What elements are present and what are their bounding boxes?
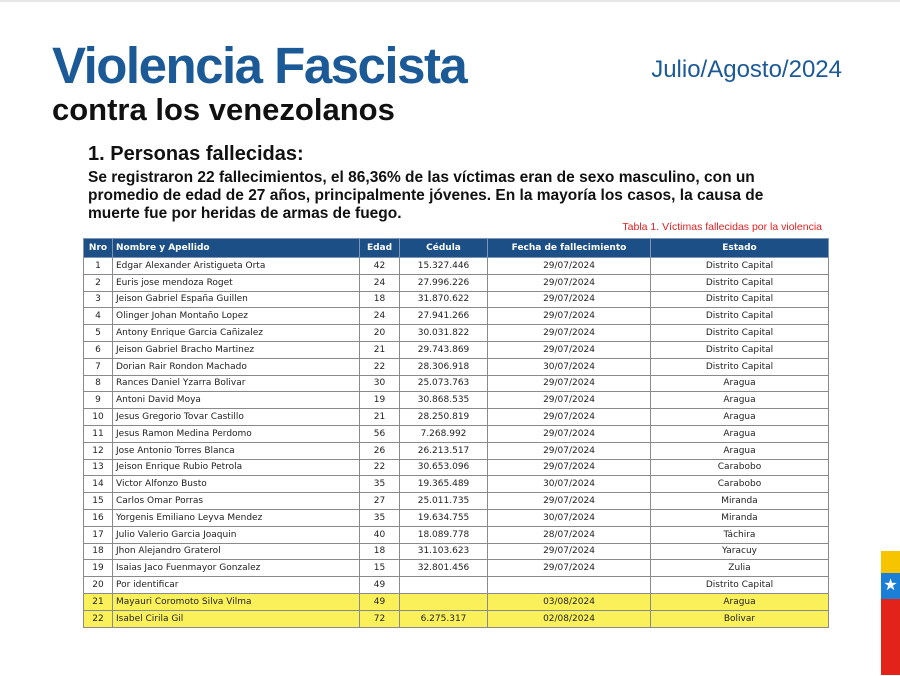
- cell-cedula: 15.327.446: [400, 258, 488, 275]
- cell-edad: 21: [360, 341, 400, 358]
- cell-edad: 30: [360, 375, 400, 392]
- cell-estado: Distrito Capital: [651, 274, 829, 291]
- section-paragraph: Se registraron 22 fallecimientos, el 86,36% de las víctimas eran de sexo masculino, con un promedio de edad de 27 años, principalmente jóvenes. En la mayoría los casos, la causa de muerte fue por heridas de armas de fuego.: [88, 169, 764, 222]
- cell-nro: 20: [84, 577, 113, 594]
- cell-nombre: Rances Daniel Yzarra Bolivar: [113, 375, 360, 392]
- cell-nombre: Antony Enrique Garcia Cañizalez: [113, 325, 360, 342]
- cell-nro: 19: [84, 560, 113, 577]
- cell-cedula: 25.073.763: [400, 375, 488, 392]
- cell-edad: 18: [360, 543, 400, 560]
- cell-fecha: 29/07/2024: [488, 291, 651, 308]
- cell-estado: Distrito Capital: [651, 258, 829, 275]
- cell-cedula: 28.250.819: [400, 409, 488, 426]
- cell-nombre: Euris jose mendoza Roget: [113, 274, 360, 291]
- cell-nro: 11: [84, 425, 113, 442]
- table-row: [84, 577, 829, 594]
- cell-estado: Aragua: [651, 392, 829, 409]
- cell-edad: 18: [360, 291, 400, 308]
- table-row: [84, 409, 829, 426]
- cell-nombre: Yorgenis Emiliano Leyva Mendez: [113, 509, 360, 526]
- cell-nombre: Jeison Gabriel Bracho Martinez: [113, 341, 360, 358]
- cell-cedula: 30.031.822: [400, 325, 488, 342]
- cell-edad: 22: [360, 459, 400, 476]
- cell-nro: 1: [84, 258, 113, 275]
- cell-nombre: Isaias Jaco Fuenmayor Gonzalez: [113, 560, 360, 577]
- cell-nro: 21: [84, 593, 113, 610]
- table-row: [84, 375, 829, 392]
- cell-cedula: 7.268.992: [400, 425, 488, 442]
- cell-estado: Distrito Capital: [651, 308, 829, 325]
- flag-red-stripe: [881, 599, 900, 675]
- cell-fecha: 29/07/2024: [488, 442, 651, 459]
- table-row: [84, 442, 829, 459]
- flag-yellow-stripe: [881, 551, 900, 573]
- cell-cedula: 27.941.266: [400, 308, 488, 325]
- section-title: 1. Personas fallecidas:: [88, 143, 304, 165]
- cell-nro: 17: [84, 526, 113, 543]
- cell-estado: Carabobo: [651, 459, 829, 476]
- cell-fecha: 29/07/2024: [488, 341, 651, 358]
- cell-cedula: 30.653.096: [400, 459, 488, 476]
- cell-nro: 15: [84, 493, 113, 510]
- header-fecha: Fecha de fallecimiento: [488, 239, 651, 258]
- cell-fecha: 30/07/2024: [488, 509, 651, 526]
- cell-edad: 20: [360, 325, 400, 342]
- cell-edad: 42: [360, 258, 400, 275]
- table-row: [84, 543, 829, 560]
- table-body: [84, 258, 829, 628]
- cell-nro: 18: [84, 543, 113, 560]
- cell-estado: Aragua: [651, 409, 829, 426]
- table-row: [84, 325, 829, 342]
- cell-nro: 22: [84, 610, 113, 627]
- cell-nro: 13: [84, 459, 113, 476]
- cell-nro: 10: [84, 409, 113, 426]
- cell-nro: 2: [84, 274, 113, 291]
- cell-fecha: 29/07/2024: [488, 560, 651, 577]
- table-row: [84, 425, 829, 442]
- cell-nro: 6: [84, 341, 113, 358]
- cell-estado: Táchira: [651, 526, 829, 543]
- cell-nro: 3: [84, 291, 113, 308]
- cell-estado: Distrito Capital: [651, 577, 829, 594]
- cell-nombre: Jesus Gregorio Tovar Castillo: [113, 409, 360, 426]
- cell-fecha: 29/07/2024: [488, 543, 651, 560]
- table-row: [84, 560, 829, 577]
- cell-cedula: 25.011.735: [400, 493, 488, 510]
- cell-estado: Miranda: [651, 509, 829, 526]
- cell-fecha: 29/07/2024: [488, 425, 651, 442]
- page-subtitle: contra los venezolanos: [52, 92, 395, 127]
- table-row: [84, 593, 829, 610]
- cell-estado: Distrito Capital: [651, 358, 829, 375]
- cell-fecha: 29/07/2024: [488, 409, 651, 426]
- flag-blue-stripe: [881, 573, 900, 599]
- cell-estado: Aragua: [651, 593, 829, 610]
- cell-edad: 49: [360, 593, 400, 610]
- cell-fecha: 29/07/2024: [488, 308, 651, 325]
- cell-edad: 72: [360, 610, 400, 627]
- cell-edad: 24: [360, 308, 400, 325]
- cell-edad: 56: [360, 425, 400, 442]
- cell-fecha: 29/07/2024: [488, 274, 651, 291]
- cell-nombre: Jesus Ramon Medina Perdomo: [113, 425, 360, 442]
- cell-fecha: 30/07/2024: [488, 476, 651, 493]
- cell-edad: 27: [360, 493, 400, 510]
- table-row: [84, 392, 829, 409]
- table-row: [84, 274, 829, 291]
- cell-nombre: Jeison Enrique Rubio Petrola: [113, 459, 360, 476]
- cell-fecha: 29/07/2024: [488, 459, 651, 476]
- table-header-row: [84, 239, 829, 258]
- cell-nombre: Jeison Gabriel España Guillen: [113, 291, 360, 308]
- cell-fecha: 28/07/2024: [488, 526, 651, 543]
- cell-edad: 19: [360, 392, 400, 409]
- table-row: [84, 493, 829, 510]
- cell-estado: Miranda: [651, 493, 829, 510]
- cell-cedula: 31.103.623: [400, 543, 488, 560]
- cell-fecha: 30/07/2024: [488, 358, 651, 375]
- table-row: [84, 258, 829, 275]
- cell-fecha: 29/07/2024: [488, 258, 651, 275]
- cell-nombre: Por identificar: [113, 577, 360, 594]
- cell-nombre: Victor Alfonzo Busto: [113, 476, 360, 493]
- cell-edad: 35: [360, 476, 400, 493]
- cell-nombre: Jhon Alejandro Graterol: [113, 543, 360, 560]
- cell-cedula: 27.996.226: [400, 274, 488, 291]
- cell-nombre: Carlos Omar Porras: [113, 493, 360, 510]
- cell-estado: Bolivar: [651, 610, 829, 627]
- cell-estado: Aragua: [651, 375, 829, 392]
- header-cedula: Cédula: [400, 239, 488, 258]
- cell-nro: 12: [84, 442, 113, 459]
- page-title: Violencia Fascista: [52, 37, 467, 94]
- cell-estado: Distrito Capital: [651, 341, 829, 358]
- cell-fecha: 03/08/2024: [488, 593, 651, 610]
- cell-estado: Zulia: [651, 560, 829, 577]
- venezuela-flag: [881, 551, 900, 675]
- cell-estado: Yaracuy: [651, 543, 829, 560]
- cell-cedula: 26.213.517: [400, 442, 488, 459]
- cell-cedula: 6.275.317: [400, 610, 488, 627]
- cell-fecha: [488, 577, 651, 594]
- cell-nombre: Jose Antonio Torres Blanca: [113, 442, 360, 459]
- cell-estado: Aragua: [651, 425, 829, 442]
- cell-estado: Carabobo: [651, 476, 829, 493]
- cell-edad: 49: [360, 577, 400, 594]
- table-row: [84, 358, 829, 375]
- table-row: [84, 459, 829, 476]
- cell-nombre: Mayauri Coromoto Silva Vilma: [113, 593, 360, 610]
- table-caption: Tabla 1. Víctimas fallecidas por la violencia: [622, 221, 822, 233]
- cell-fecha: 29/07/2024: [488, 392, 651, 409]
- cell-fecha: 29/07/2024: [488, 493, 651, 510]
- cell-estado: Aragua: [651, 442, 829, 459]
- cell-edad: 21: [360, 409, 400, 426]
- cell-fecha: 29/07/2024: [488, 375, 651, 392]
- star-icon: ★: [883, 577, 898, 594]
- cell-cedula: 32.801.456: [400, 560, 488, 577]
- table-row: [84, 341, 829, 358]
- cell-nro: 9: [84, 392, 113, 409]
- cell-cedula: 19.365.489: [400, 476, 488, 493]
- report-date: Julio/Agosto/2024: [651, 56, 842, 83]
- header-edad: Edad: [360, 239, 400, 258]
- table-row: [84, 308, 829, 325]
- cell-nombre: Antoni David Moya: [113, 392, 360, 409]
- cell-nro: 16: [84, 509, 113, 526]
- top-divider: [0, 0, 900, 2]
- cell-nombre: Dorian Rair Rondon Machado: [113, 358, 360, 375]
- cell-cedula: 29.743.869: [400, 341, 488, 358]
- cell-edad: 35: [360, 509, 400, 526]
- cell-edad: 15: [360, 560, 400, 577]
- cell-cedula: [400, 577, 488, 594]
- table-row: [84, 610, 829, 627]
- header-estado: Estado: [651, 239, 829, 258]
- cell-cedula: 18.089.778: [400, 526, 488, 543]
- cell-estado: Distrito Capital: [651, 325, 829, 342]
- cell-edad: 26: [360, 442, 400, 459]
- cell-nro: 8: [84, 375, 113, 392]
- cell-edad: 24: [360, 274, 400, 291]
- cell-nro: 5: [84, 325, 113, 342]
- table-row: [84, 291, 829, 308]
- victims-table: [83, 238, 829, 628]
- cell-cedula: [400, 593, 488, 610]
- cell-cedula: 28.306.918: [400, 358, 488, 375]
- header-nombre: Nombre y Apellido: [113, 239, 360, 258]
- cell-nombre: Isabel Cirila Gil: [113, 610, 360, 627]
- cell-cedula: 31.870.622: [400, 291, 488, 308]
- cell-nombre: Edgar Alexander Aristigueta Orta: [113, 258, 360, 275]
- cell-edad: 22: [360, 358, 400, 375]
- cell-nombre: Julio Valerio Garcia Joaquin: [113, 526, 360, 543]
- header-nro: Nro: [84, 239, 113, 258]
- table-row: [84, 526, 829, 543]
- table-row: [84, 509, 829, 526]
- cell-edad: 40: [360, 526, 400, 543]
- cell-fecha: 29/07/2024: [488, 325, 651, 342]
- cell-nro: 4: [84, 308, 113, 325]
- cell-cedula: 30.868.535: [400, 392, 488, 409]
- cell-nombre: Olinger Johan Montaño Lopez: [113, 308, 360, 325]
- cell-fecha: 02/08/2024: [488, 610, 651, 627]
- cell-cedula: 19.634.755: [400, 509, 488, 526]
- cell-nro: 14: [84, 476, 113, 493]
- cell-nro: 7: [84, 358, 113, 375]
- cell-estado: Distrito Capital: [651, 291, 829, 308]
- table-row: [84, 476, 829, 493]
